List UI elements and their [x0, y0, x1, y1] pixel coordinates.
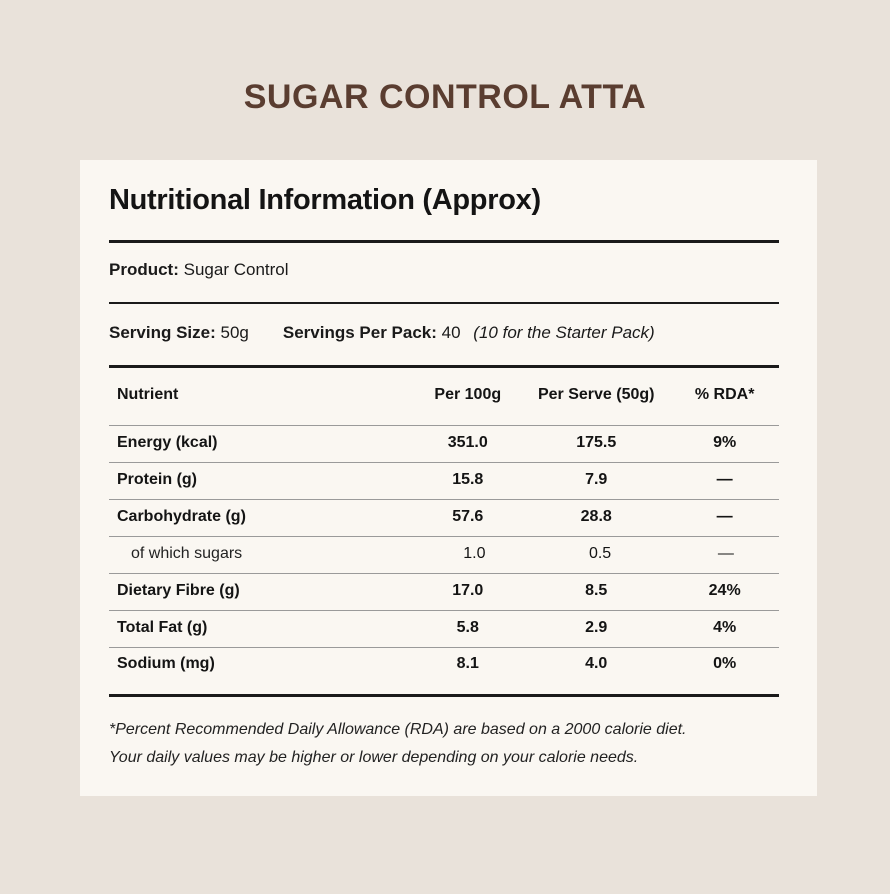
nutrient-name: Sodium (mg): [117, 655, 215, 672]
header-rda: % RDA*: [694, 386, 755, 403]
table-row: [109, 499, 779, 535]
rda-value: —: [716, 508, 733, 525]
per-100g-value: 5.8: [456, 619, 479, 636]
brand-title: SUGAR CONTROL ATTA: [243, 78, 647, 116]
table-header: [109, 377, 779, 413]
servings-per-pack: [283, 323, 655, 343]
header-per-serve: Per Serve (50g): [537, 386, 655, 403]
serving-line: [109, 323, 655, 343]
per-serve-value: 2.9: [585, 619, 608, 636]
per-serve-value: 4.0: [585, 655, 608, 672]
per-serve-value: 28.8: [580, 508, 612, 525]
header-per-100g: Per 100g: [434, 386, 502, 403]
per-100g-value: 351.0: [447, 434, 488, 451]
footnote-line-2: Your daily values may be higher or lower depending on your calorie needs.: [109, 749, 639, 766]
header-nutrient: Nutrient: [117, 386, 179, 403]
servings-per-pack-label: Servings Per Pack:: [282, 323, 437, 342]
divider: [109, 240, 779, 243]
table-row: [109, 573, 779, 609]
per-serve-value: 7.9: [585, 471, 608, 488]
divider: [109, 365, 779, 368]
nutrient-name: Carbohydrate (g): [117, 508, 246, 525]
per-100g-value: 17.0: [452, 582, 484, 599]
product-line: [109, 260, 289, 280]
rda-value: 24%: [708, 582, 741, 599]
per-100g-value: 15.8: [452, 471, 484, 488]
rda-value: 4%: [713, 619, 737, 636]
divider: [109, 302, 779, 304]
table-row: [109, 462, 779, 498]
product-label: Product:: [109, 260, 179, 279]
table-row: [109, 610, 779, 646]
serving-size-value: 50g: [220, 323, 249, 342]
divider: [109, 694, 779, 697]
product-value: Sugar Control: [183, 260, 289, 279]
per-serve-value: 8.5: [585, 582, 608, 599]
servings-per-pack-value: 40: [441, 323, 461, 342]
per-100g-value: 8.1: [456, 655, 479, 672]
nutrient-name: of which sugars: [131, 545, 243, 562]
nutrient-name: Protein (g): [117, 471, 197, 488]
table-row: [109, 536, 779, 572]
footnote-line-1: *Percent Recommended Daily Allowance (RDA) are based on a 2000 calorie diet.: [109, 721, 687, 738]
per-serve-value: 0.5: [588, 545, 612, 562]
footnote: [109, 716, 789, 772]
servings-note: (10 for the Starter Pack): [473, 323, 655, 342]
rda-value: —: [717, 545, 734, 562]
rda-value: 9%: [713, 434, 737, 451]
rda-value: —: [716, 471, 733, 488]
serving-size-label: Serving Size:: [109, 323, 216, 342]
table-row: [109, 646, 779, 682]
table-row: [109, 425, 779, 461]
serving-size: [109, 323, 249, 343]
nutrient-name: Energy (kcal): [117, 434, 218, 451]
per-100g-value: 57.6: [452, 508, 484, 525]
per-serve-value: 175.5: [576, 434, 617, 451]
card-title: Nutritional Information (Approx): [109, 184, 541, 216]
rda-value: 0%: [713, 655, 737, 672]
nutrient-name: Total Fat (g): [117, 619, 208, 636]
nutrition-card: [80, 160, 817, 796]
nutrient-name: Dietary Fibre (g): [117, 582, 240, 599]
per-100g-value: 1.0: [463, 545, 486, 562]
